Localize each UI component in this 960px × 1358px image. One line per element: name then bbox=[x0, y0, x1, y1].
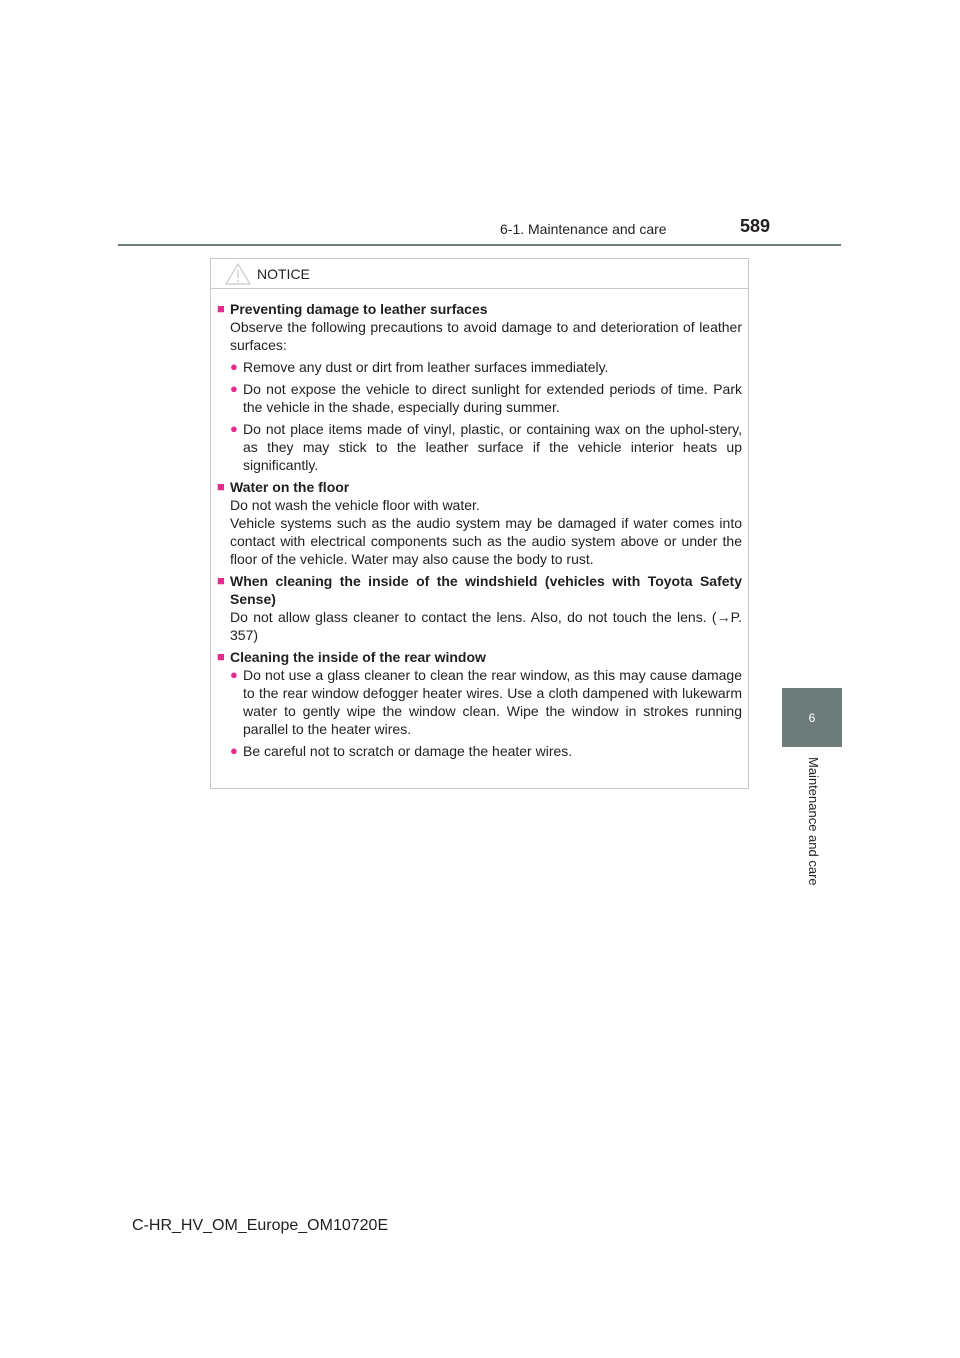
notice-box bbox=[210, 258, 749, 789]
chapter-number: 6 bbox=[808, 710, 816, 725]
page-number: 589 bbox=[740, 216, 771, 236]
notice-body bbox=[211, 289, 748, 760]
section-text: Do not wash the vehicle floor with water. bbox=[230, 497, 480, 513]
bullet-dot-icon: ● bbox=[230, 667, 238, 682]
chapter-label: Maintenance and care bbox=[806, 757, 821, 886]
notice-title: NOTICE bbox=[257, 265, 310, 282]
notice-section bbox=[217, 572, 742, 644]
bullet-dot-icon: ● bbox=[230, 381, 238, 396]
notice-section bbox=[217, 648, 742, 760]
section-title: ■ Preventing damage to leather surfaces bbox=[217, 301, 488, 317]
chapter-tab bbox=[782, 688, 842, 747]
section-title: ■ When cleaning the inside of the windshield (vehicles with Toyota Safety Sense) bbox=[217, 573, 742, 607]
list-item: ● Do not place items made of vinyl, plastic, or containing wax on the uphol-stery, as they may stick to the leather surface if the vehicle interior heats up significantly. bbox=[230, 421, 742, 473]
list-item: ● Do not expose the vehicle to direct sunlight for extended periods of time. Park the vehicle in the shade, especially during summer. bbox=[230, 381, 742, 415]
square-bullet-icon: ■ bbox=[217, 301, 225, 316]
square-bullet-icon: ■ bbox=[217, 573, 225, 588]
section-text: Do not allow glass cleaner to contact the lens. Also, do not touch the lens. (→P. 357) bbox=[230, 609, 742, 643]
notice-section bbox=[217, 478, 742, 568]
footer-doc-id: C-HR_HV_OM_Europe_OM10720E bbox=[132, 1217, 389, 1234]
list-item: ● Be careful not to scratch or damage the heater wires. bbox=[230, 743, 573, 759]
list-item: ● Do not use a glass cleaner to clean the rear window, as this may cause damage to the rear window defogger heater wires. Use a cloth dampened with lukewarm water to gently wipe the window clean. Wipe the window in strokes running parallel to the heater wires. bbox=[230, 667, 742, 737]
notice-header bbox=[211, 259, 748, 289]
section-text: Observe the following precautions to avoid damage to and deterioration of leather surfaces: bbox=[230, 319, 742, 353]
section-title: ■ Cleaning the inside of the rear window bbox=[217, 649, 486, 665]
square-bullet-icon: ■ bbox=[217, 649, 225, 664]
header-rule bbox=[118, 244, 841, 246]
header-section-title: 6-1. Maintenance and care bbox=[500, 221, 667, 237]
section-text: Vehicle systems such as the audio system may be damaged if water comes into contact with electrical components such as the audio system above or under the floor of the vehicle. Water may also cause the body to rust. bbox=[230, 515, 742, 567]
notice-section bbox=[217, 300, 742, 474]
list-item: ● Remove any dust or dirt from leather surfaces immediately. bbox=[230, 359, 609, 375]
section-title: ■ Water on the floor bbox=[217, 479, 350, 495]
bullet-dot-icon: ● bbox=[230, 743, 238, 758]
bullet-dot-icon: ● bbox=[230, 359, 238, 374]
square-bullet-icon: ■ bbox=[217, 479, 225, 494]
bullet-dot-icon: ● bbox=[230, 421, 238, 436]
warning-triangle-icon bbox=[225, 263, 251, 285]
